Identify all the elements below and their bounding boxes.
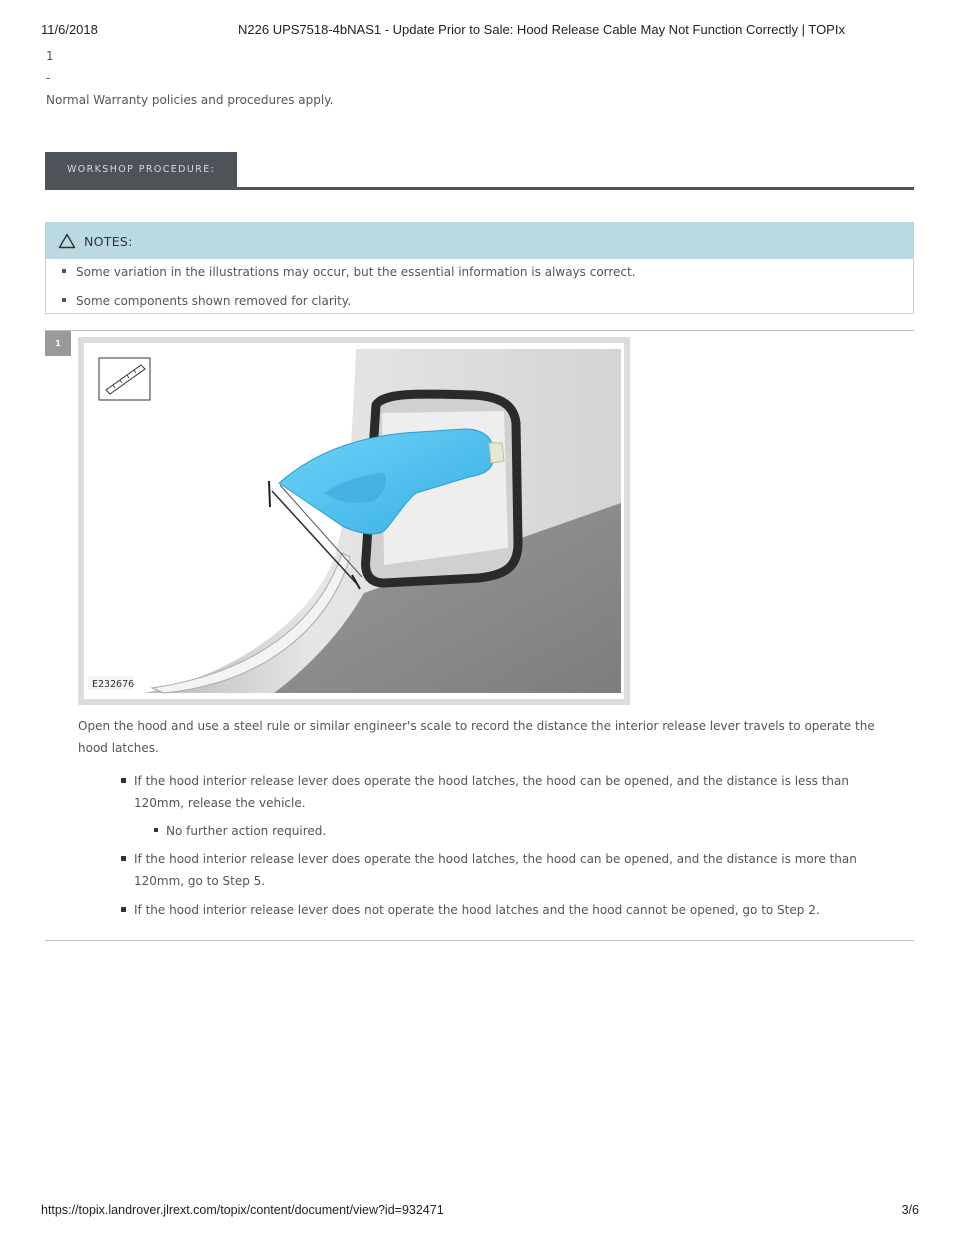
condition-text: If the hood interior release lever does not operate the hood latches and the hood cannot be opened, go to Step 2.	[134, 903, 820, 917]
step-divider-bottom	[45, 940, 914, 941]
notes-box	[45, 222, 914, 314]
condition-text: If the hood interior release lever does operate the hood latches, the hood can be opened, and the distance is more than 120mm, go to Step 5.	[134, 852, 857, 888]
note-item: Some variation in the illustrations may occur, but the essential information is always correct.	[46, 259, 913, 288]
workshop-procedure-header	[45, 152, 914, 190]
section-title: WORKSHOP PROCEDURE:	[45, 152, 237, 187]
notes-title: NOTES:	[84, 233, 133, 249]
steel-rule-icon	[99, 358, 150, 400]
illustration-code: E232676	[92, 679, 135, 690]
intro-line-1: 1	[46, 49, 54, 63]
document-url: https://topix.landrover.jlrext.com/topix/content/document/view?id=932471	[41, 1203, 444, 1217]
notes-header	[46, 223, 913, 259]
document-title: N226 UPS7518-4bNAS1 - Update Prior to Sale: Hood Release Cable May Not Function Correctly | TOPIx	[238, 22, 845, 37]
bullet-icon	[154, 828, 158, 832]
step-number-badge: 1	[45, 331, 71, 356]
bullet-icon	[121, 856, 126, 861]
condition-text: No further action required.	[166, 824, 327, 838]
page-number: 3/6	[901, 1203, 919, 1217]
step-instruction: Open the hood and use a steel rule or similar engineer's scale to record the distance the interior release lever travels to operate the hood latches.	[78, 719, 875, 755]
condition-item	[134, 848, 884, 892]
notes-list	[46, 259, 913, 317]
step-illustration	[78, 337, 630, 705]
condition-text: If the hood interior release lever does operate the hood latches, the hood can be opened, and the distance is less than 120mm, release the vehicle.	[134, 774, 849, 810]
hood-release-lever-illustration	[84, 343, 624, 699]
intro-line-2: -	[46, 71, 51, 85]
bullet-icon	[121, 778, 126, 783]
section-divider	[45, 187, 914, 190]
warning-triangle-icon	[58, 233, 76, 249]
warranty-note: Normal Warranty policies and procedures apply.	[46, 93, 334, 107]
print-date: 11/6/2018	[41, 22, 98, 37]
condition-item	[134, 899, 884, 921]
condition-item	[134, 770, 874, 814]
note-item: Some components shown removed for clarity.	[46, 288, 913, 317]
sub-condition-item	[166, 820, 866, 842]
bullet-icon	[121, 907, 126, 912]
step-divider-top	[45, 330, 914, 331]
